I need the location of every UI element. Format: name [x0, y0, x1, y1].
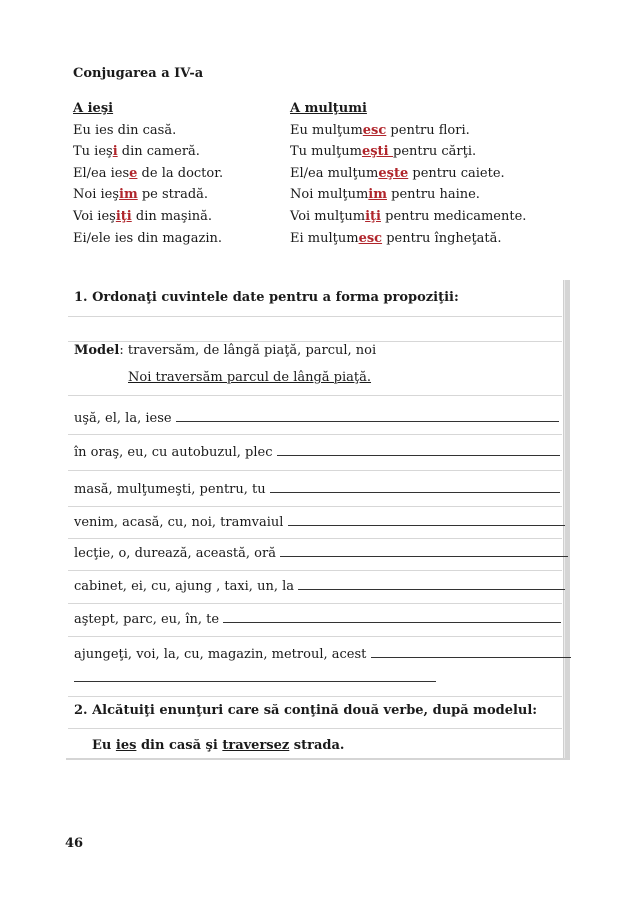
- divider: [68, 470, 562, 471]
- exercise2-example: Eu ies din casă şi traversez strada.: [92, 738, 345, 753]
- answer-line[interactable]: [223, 611, 561, 623]
- answer-line[interactable]: [288, 514, 565, 526]
- divider: [68, 696, 562, 697]
- divider: [68, 538, 562, 539]
- conjugation-row: Tu mulţumeşti pentru cărţi.: [290, 144, 477, 160]
- conjugation-row: Voi mulţumiţi pentru medicamente.: [290, 208, 527, 224]
- conjugation-column-multumi: [290, 98, 526, 249]
- answer-line[interactable]: [298, 578, 565, 590]
- exercise1-item-continuation: [74, 670, 436, 686]
- divider: [68, 434, 562, 435]
- divider: [68, 506, 562, 507]
- answer-line[interactable]: [277, 444, 560, 456]
- exercise-box: [66, 280, 570, 760]
- exercise1-item: aştept, parc, eu, în, te: [74, 611, 561, 627]
- conjugation-row: Eu ies din casă.: [73, 122, 177, 138]
- model-label: Model: [74, 343, 120, 358]
- divider: [68, 341, 562, 342]
- exercise1-heading: 1. Ordonaţi cuvintele date pentru a forma propoziţii:: [74, 290, 459, 305]
- model-words: : traversăm, de lângă piaţă, parcul, noi: [119, 343, 377, 358]
- exercise1-item: cabinet, ei, cu, ajung , taxi, un, la: [74, 578, 565, 594]
- verb-header-multumi: A mulţumi: [290, 101, 367, 116]
- divider: [68, 395, 562, 396]
- exercise1-item: venim, acasă, cu, noi, tramvaiul: [74, 514, 565, 530]
- model-line: [74, 343, 376, 358]
- conjugation-row: Ei/ele ies din magazin.: [73, 230, 223, 246]
- conjugation-column-iesi: [73, 98, 223, 249]
- conjugation-row: Tu ieşi din cameră.: [73, 144, 200, 160]
- conjugation-row: El/ea mulţumeşte pentru caiete.: [290, 165, 505, 181]
- exercise1-item: ajungeţi, voi, la, cu, magazin, metroul, acest: [74, 646, 571, 662]
- exercise1-item: masă, mulţumeşti, pentru, tu: [74, 481, 560, 497]
- divider: [68, 316, 562, 317]
- divider: [68, 603, 562, 604]
- conjugation-row: Ei mulţumesc pentru îngheţată.: [290, 230, 502, 246]
- divider: [68, 570, 562, 571]
- conjugation-row: Eu mulţumesc pentru flori.: [290, 122, 470, 138]
- answer-line[interactable]: [371, 646, 571, 658]
- exercise1-item: uşă, el, la, iese: [74, 410, 559, 426]
- conjugation-row: Noi mulţumim pentru haine.: [290, 187, 480, 203]
- conjugation-row: Voi ieşiţi din maşină.: [73, 208, 213, 224]
- section-title: Conjugarea a IV-a: [73, 66, 204, 81]
- conjugation-row: Noi ieşim pe stradă.: [73, 187, 209, 203]
- conjugation-row: El/ea iese de la doctor.: [73, 165, 224, 181]
- verb-header-iesi: A ieşi: [73, 101, 114, 116]
- exercise-box-inner: [66, 280, 564, 758]
- divider: [68, 636, 562, 637]
- answer-line[interactable]: [74, 670, 436, 682]
- answer-line[interactable]: [280, 545, 568, 557]
- answer-line[interactable]: [176, 410, 559, 422]
- model-sentence: Noi traversăm parcul de lângă piaţă.: [128, 370, 372, 385]
- page-number: 46: [65, 836, 84, 851]
- exercise1-item: în oraş, eu, cu autobuzul, plec: [74, 444, 560, 460]
- exercise2-heading: 2. Alcătuiţi enunţuri care să conţină două verbe, după modelul:: [74, 703, 538, 718]
- answer-line[interactable]: [270, 481, 560, 493]
- exercise1-item: lecţie, o, durează, această, oră: [74, 545, 568, 561]
- divider: [68, 728, 562, 729]
